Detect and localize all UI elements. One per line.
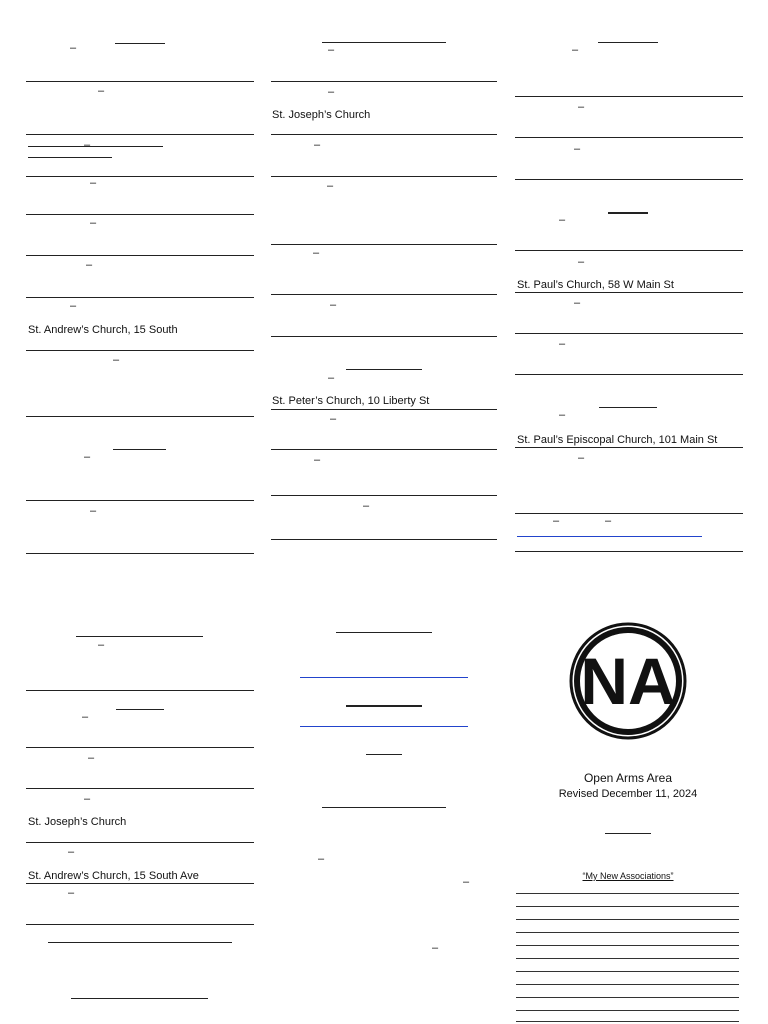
underline [336,632,432,633]
separator [26,690,254,691]
dash: – [328,44,335,56]
write-line [516,1021,739,1022]
dash: – [574,143,581,155]
underline [366,754,402,755]
separator [271,81,497,82]
underline [116,709,164,710]
separator [271,134,497,135]
underline [113,449,166,450]
dash: – [88,752,95,764]
dash: – [84,139,91,151]
underline [605,833,651,834]
hyperlink-underline[interactable] [300,726,468,727]
meeting-location: St. Andrew’s Church, 15 South [28,324,178,336]
dash: – [578,256,585,268]
meeting-location: St. Peter’s Church, 10 Liberty St [272,395,430,407]
dash: – [578,101,585,113]
hyperlink-underline[interactable] [300,677,468,678]
dash: – [572,44,579,56]
meeting-location: St. Paul’s Church, 58 W Main St [517,279,674,291]
separator [26,924,254,925]
svg-text:NA: NA [580,644,676,718]
area-name: Open Arms Area [583,771,673,785]
separator [271,539,497,540]
separator [26,842,254,843]
dash: – [113,354,120,366]
underline [346,705,422,707]
dash: – [559,409,566,421]
underline [28,157,112,158]
separator [515,447,743,448]
dash: – [84,793,91,805]
dash: – [578,452,585,464]
dash: – [463,876,470,888]
dash: – [363,500,370,512]
write-line [516,958,739,959]
dash: – [70,42,77,54]
separator [26,553,254,554]
write-line [516,971,739,972]
underline [71,998,208,999]
dash: – [605,515,612,527]
dash: – [84,451,91,463]
dash: – [328,372,335,384]
separator [26,297,254,298]
meeting-location: St. Paul’s Episcopal Church, 101 Main St [517,434,718,446]
write-line [516,984,739,985]
dash: – [98,639,105,651]
separator [26,883,254,884]
dash: – [330,413,337,425]
write-line [516,919,739,920]
dash: – [328,86,335,98]
dash: – [314,454,321,466]
hyperlink-underline[interactable] [517,536,702,537]
separator [26,255,254,256]
dash: – [68,846,75,858]
separator [515,333,743,334]
separator [515,513,743,514]
separator [515,374,743,375]
write-line [516,1010,739,1011]
dash: – [574,297,581,309]
separator [26,350,254,351]
separator [26,788,254,789]
dash: – [559,338,566,350]
write-line [516,997,739,998]
underline [28,146,163,147]
separator [515,551,743,552]
separator [26,747,254,748]
underline [322,807,446,808]
underline [48,942,232,943]
underline [322,42,446,43]
separator [515,292,743,293]
underline [598,42,658,43]
underline [115,43,165,44]
dash: – [90,217,97,229]
dash: – [90,505,97,517]
separator [271,176,497,177]
dash: – [330,299,337,311]
dash: – [68,887,75,899]
dash: – [559,214,566,226]
separator [271,409,497,410]
separator [26,81,254,82]
dash: – [90,177,97,189]
underline [608,212,648,214]
separator [271,495,497,496]
dash: – [318,853,325,865]
separator [26,500,254,501]
dash: – [82,711,89,723]
write-line [516,893,739,894]
write-line [516,906,739,907]
separator [26,416,254,417]
meeting-location: St. Joseph’s Church [28,816,127,828]
separator [515,250,743,251]
dash: – [314,139,321,151]
revised-date: Revised December 11, 2024 [558,788,698,800]
dash: – [313,247,320,259]
separator [515,137,743,138]
dash: – [86,259,93,271]
dash: – [70,300,77,312]
underline [76,636,203,637]
separator [26,134,254,135]
write-line [516,932,739,933]
na-logo-icon [568,621,688,741]
dash: – [98,85,105,97]
underline [599,407,657,408]
dash: – [327,180,334,192]
associations-heading: “My New Associations” [582,871,674,881]
underline [346,369,422,370]
separator [515,179,743,180]
dash: – [553,515,560,527]
separator [26,214,254,215]
separator [271,449,497,450]
meeting-location: St. Joseph’s Church [272,109,371,121]
separator [515,96,743,97]
separator [271,336,497,337]
meeting-location: St. Andrew’s Church, 15 South Ave [28,870,199,882]
separator [26,176,254,177]
separator [271,244,497,245]
dash: – [432,942,439,954]
write-line [516,945,739,946]
separator [271,294,497,295]
